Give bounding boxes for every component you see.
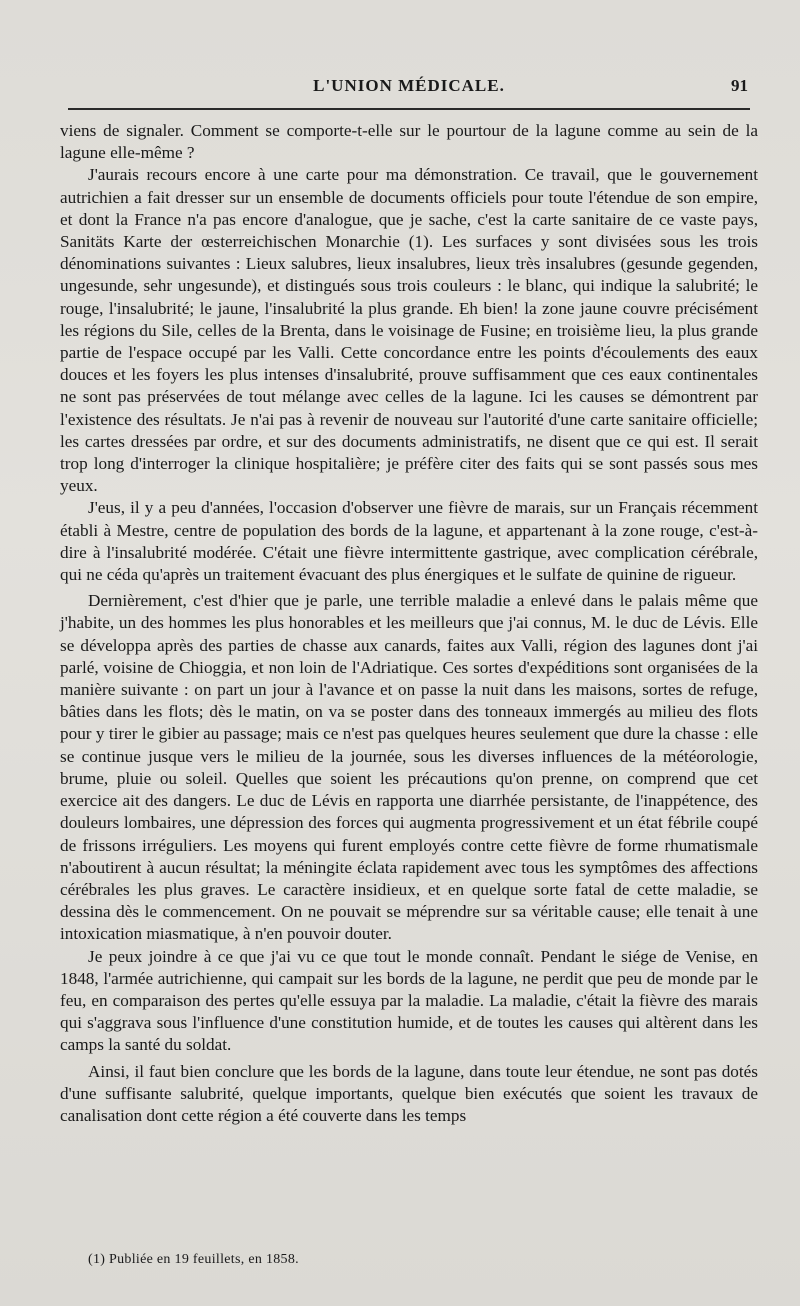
paragraph-1: viens de signaler. Comment se comporte-t-elle sur le pourtour de la lagune comme au sein de la lagune elle-même ?: [60, 121, 758, 163]
page-number: 91: [731, 76, 748, 95]
paragraph-2: J'aurais recours encore à une carte pour ma démonstration. Ce travail, que le gouvernement autrichien a fait dresser sur un ensemble de documents officiels pour toute l'étendue de son empire, et dont la France n'a pas encore d'analogue, que je sache, c'est la carte sanitaire de ce vaste pays, Sanitäts Karte der œsterreichischen Monarchie (1). Les surfaces y sont divisées sous les trois dénominations suivantes : Lieux salubres, lieux insalubres, lieux très insalubres (gesunde gegenden, ungesunde, sehr ungesunde), et distingués sous trois couleurs : le blanc, qui indique la salubrité; le rouge, l'insalubrité; le jaune, l'insalubrité la plus grande. Eh bien! la zone jaune couvre précisément les régions du Sile, celles de la Brenta, dans le voisinage de Fusine; en troisième lieu, la plus grande partie de l'espace occupé par les Valli. Cette concordance entre les points d'écoulements des eaux douces et les foyers les plus intenses d'insalubrité, prouve suffisamment que ces eaux continentales ne sont pas préservées de tout mélange avec celles de la lagune. Ici les causes se démontrent par l'existence des résultats. Je n'ai pas à revenir de nouveau sur l'autorité d'une carte sanitaire officielle; les cartes dressées par ordre, et sur des documents administratifs, ne disent que ce qui est. Il serait trop long d'interroger la clinique hospitalière; je préfère citer des faits qui se sont passés sous mes yeux.: [60, 165, 758, 496]
body-text: [60, 120, 758, 1127]
footnote: (1) Publiée en 19 feuillets, en 1858.: [88, 1252, 299, 1267]
header-rule: [68, 108, 750, 110]
paragraph-4: Dernièrement, c'est d'hier que je parle, une terrible maladie a enlevé dans le palais même que j'habite, un des hommes les plus honorables et les meilleurs que j'ai connus, M. le duc de Lévis. Elle se développa après des parties de chasse aux canards, faites aux Valli, région des lagunes dont j'ai parlé, voisine de Chioggia, et non loin de l'Adriatique. Ces sortes d'expéditions sont organisées de la manière suivante : on part un jour à l'avance et on passe la nuit dans les maisons, sortes de refuge, bâties dans les flots; dès le matin, on va se poster dans des tonneaux immergés au milieu des flots pour y tirer le gibier au passage; mais ce n'est pas quelques heures seulement que dure la chasse : elle se continue jusque vers le milieu de la journée, sous les diverses influences de la météorologie, brume, pluie ou soleil. Quelles que soient les précautions qu'on prenne, on comprend que cet exercice ait des dangers. Le duc de Lévis en rapporta une diarrhée persistante, de l'inappétence, des douleurs lombaires, une dépression des forces qui augmenta progressivement et un état fébrile coupé de frissons irréguliers. Les moyens qui furent employés contre cette fièvre de forme rhumatismale n'aboutirent à aucun résultat; la méningite éclata rapidement avec tous les symptômes des affections cérébrales les plus graves. Le caractère insidieux, et en quelque sorte fatal de cette maladie, se dessina dès le commencement. On ne pouvait se méprendre sur sa véritable cause; elle tenait à une intoxication miasmatique, à n'en pouvoir douter.: [60, 591, 758, 944]
paragraph-6: Ainsi, il faut bien conclure que les bords de la lagune, dans toute leur étendue, ne sont pas dotés d'une suffisante salubrité, quelque importants, quelque bien exécutés que soient les travaux de canalisation dont cette région a été couverte dans les temps: [60, 1061, 758, 1125]
paragraph-5: Je peux joindre à ce que j'ai vu ce que tout le monde connaît. Pendant le siége de Venise, en 1848, l'armée autrichienne, qui campait sur les bords de la lagune, ne perdit que peu de monde par le feu, en comparaison des pertes qu'elle essuya par la maladie. La maladie, c'était la fièvre des marais qui s'aggrava sous l'influence d'une constitution humide, et de toutes les causes qui altèrent dans les camps la santé du soldat.: [60, 946, 758, 1055]
page-header: [68, 76, 750, 100]
paragraph-3: J'eus, il y a peu d'années, l'occasion d'observer une fièvre de marais, sur un Français récemment établi à Mestre, centre de population des bords de la lagune, et appartenant à la zone rouge, c'est-à-dire à l'insalubrité modérée. C'était une fièvre intermittente gastrique, avec complication cérébrale, qui ne céda qu'après un traitement évacuant des plus énergiques et le sulfate de quinine de rigueur.: [60, 498, 758, 585]
running-title: L'UNION MÉDICALE.: [313, 76, 505, 95]
